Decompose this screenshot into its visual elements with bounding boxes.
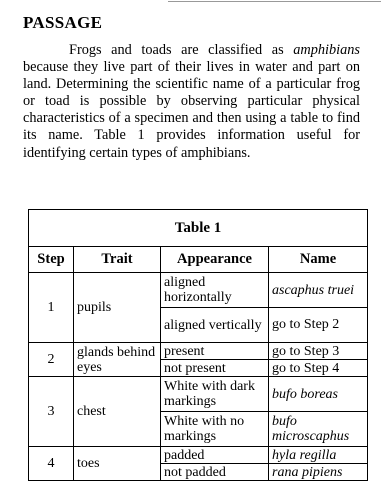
step-cell: 1 bbox=[29, 273, 74, 343]
step-cell: 2 bbox=[29, 343, 74, 377]
appearance-cell: present bbox=[161, 343, 269, 360]
appearance-cell: padded bbox=[161, 447, 269, 464]
trait-cell: chest bbox=[74, 377, 161, 447]
passage-before: Frogs and toads are classified as bbox=[69, 42, 294, 58]
table-header-row bbox=[29, 247, 368, 273]
column-header-step: Step bbox=[29, 247, 74, 273]
name-cell: ascaphus truei bbox=[269, 273, 368, 308]
name-cell: go to Step 4 bbox=[269, 360, 368, 377]
name-cell: go to Step 2 bbox=[269, 308, 368, 343]
table-row bbox=[29, 343, 368, 360]
appearance-cell: aligned vertically bbox=[161, 308, 269, 343]
passage-after: because they live part of their lives in water and part on land. Determining the scientific name of a particular frog or toad is possible by observing particular physical characteristics of a specimen and then using a table to find its name. Table 1 provides information useful for identifying certain types of amphibians. bbox=[23, 59, 360, 161]
step-cell: 4 bbox=[29, 447, 74, 481]
top-rule bbox=[168, 1, 381, 2]
column-header-name: Name bbox=[269, 247, 368, 273]
table-title: Table 1 bbox=[29, 210, 368, 247]
appearance-cell: aligned horizontally bbox=[161, 273, 269, 308]
passage-text bbox=[23, 42, 360, 162]
table-row bbox=[29, 377, 368, 412]
name-cell: go to Step 3 bbox=[269, 343, 368, 360]
table-row bbox=[29, 273, 368, 308]
appearance-cell: White with no markings bbox=[161, 412, 269, 447]
trait-cell: glands behind eyes bbox=[74, 343, 161, 377]
name-cell: hyla regilla bbox=[269, 447, 368, 464]
step-cell: 3 bbox=[29, 377, 74, 447]
appearance-cell: White with dark markings bbox=[161, 377, 269, 412]
name-cell: rana pipiens bbox=[269, 464, 368, 481]
table-row bbox=[29, 447, 368, 464]
column-header-trait: Trait bbox=[74, 247, 161, 273]
page-heading: PASSAGE bbox=[23, 13, 103, 32]
name-cell: bufo boreas bbox=[269, 377, 368, 412]
identification-table bbox=[28, 209, 368, 481]
column-header-appearance: Appearance bbox=[161, 247, 269, 273]
trait-cell: toes bbox=[74, 447, 161, 481]
passage-term: amphibians bbox=[293, 42, 360, 58]
appearance-cell: not present bbox=[161, 360, 269, 377]
appearance-cell: not padded bbox=[161, 464, 269, 481]
trait-cell: pupils bbox=[74, 273, 161, 343]
name-cell: bufo microscaphus bbox=[269, 412, 368, 447]
